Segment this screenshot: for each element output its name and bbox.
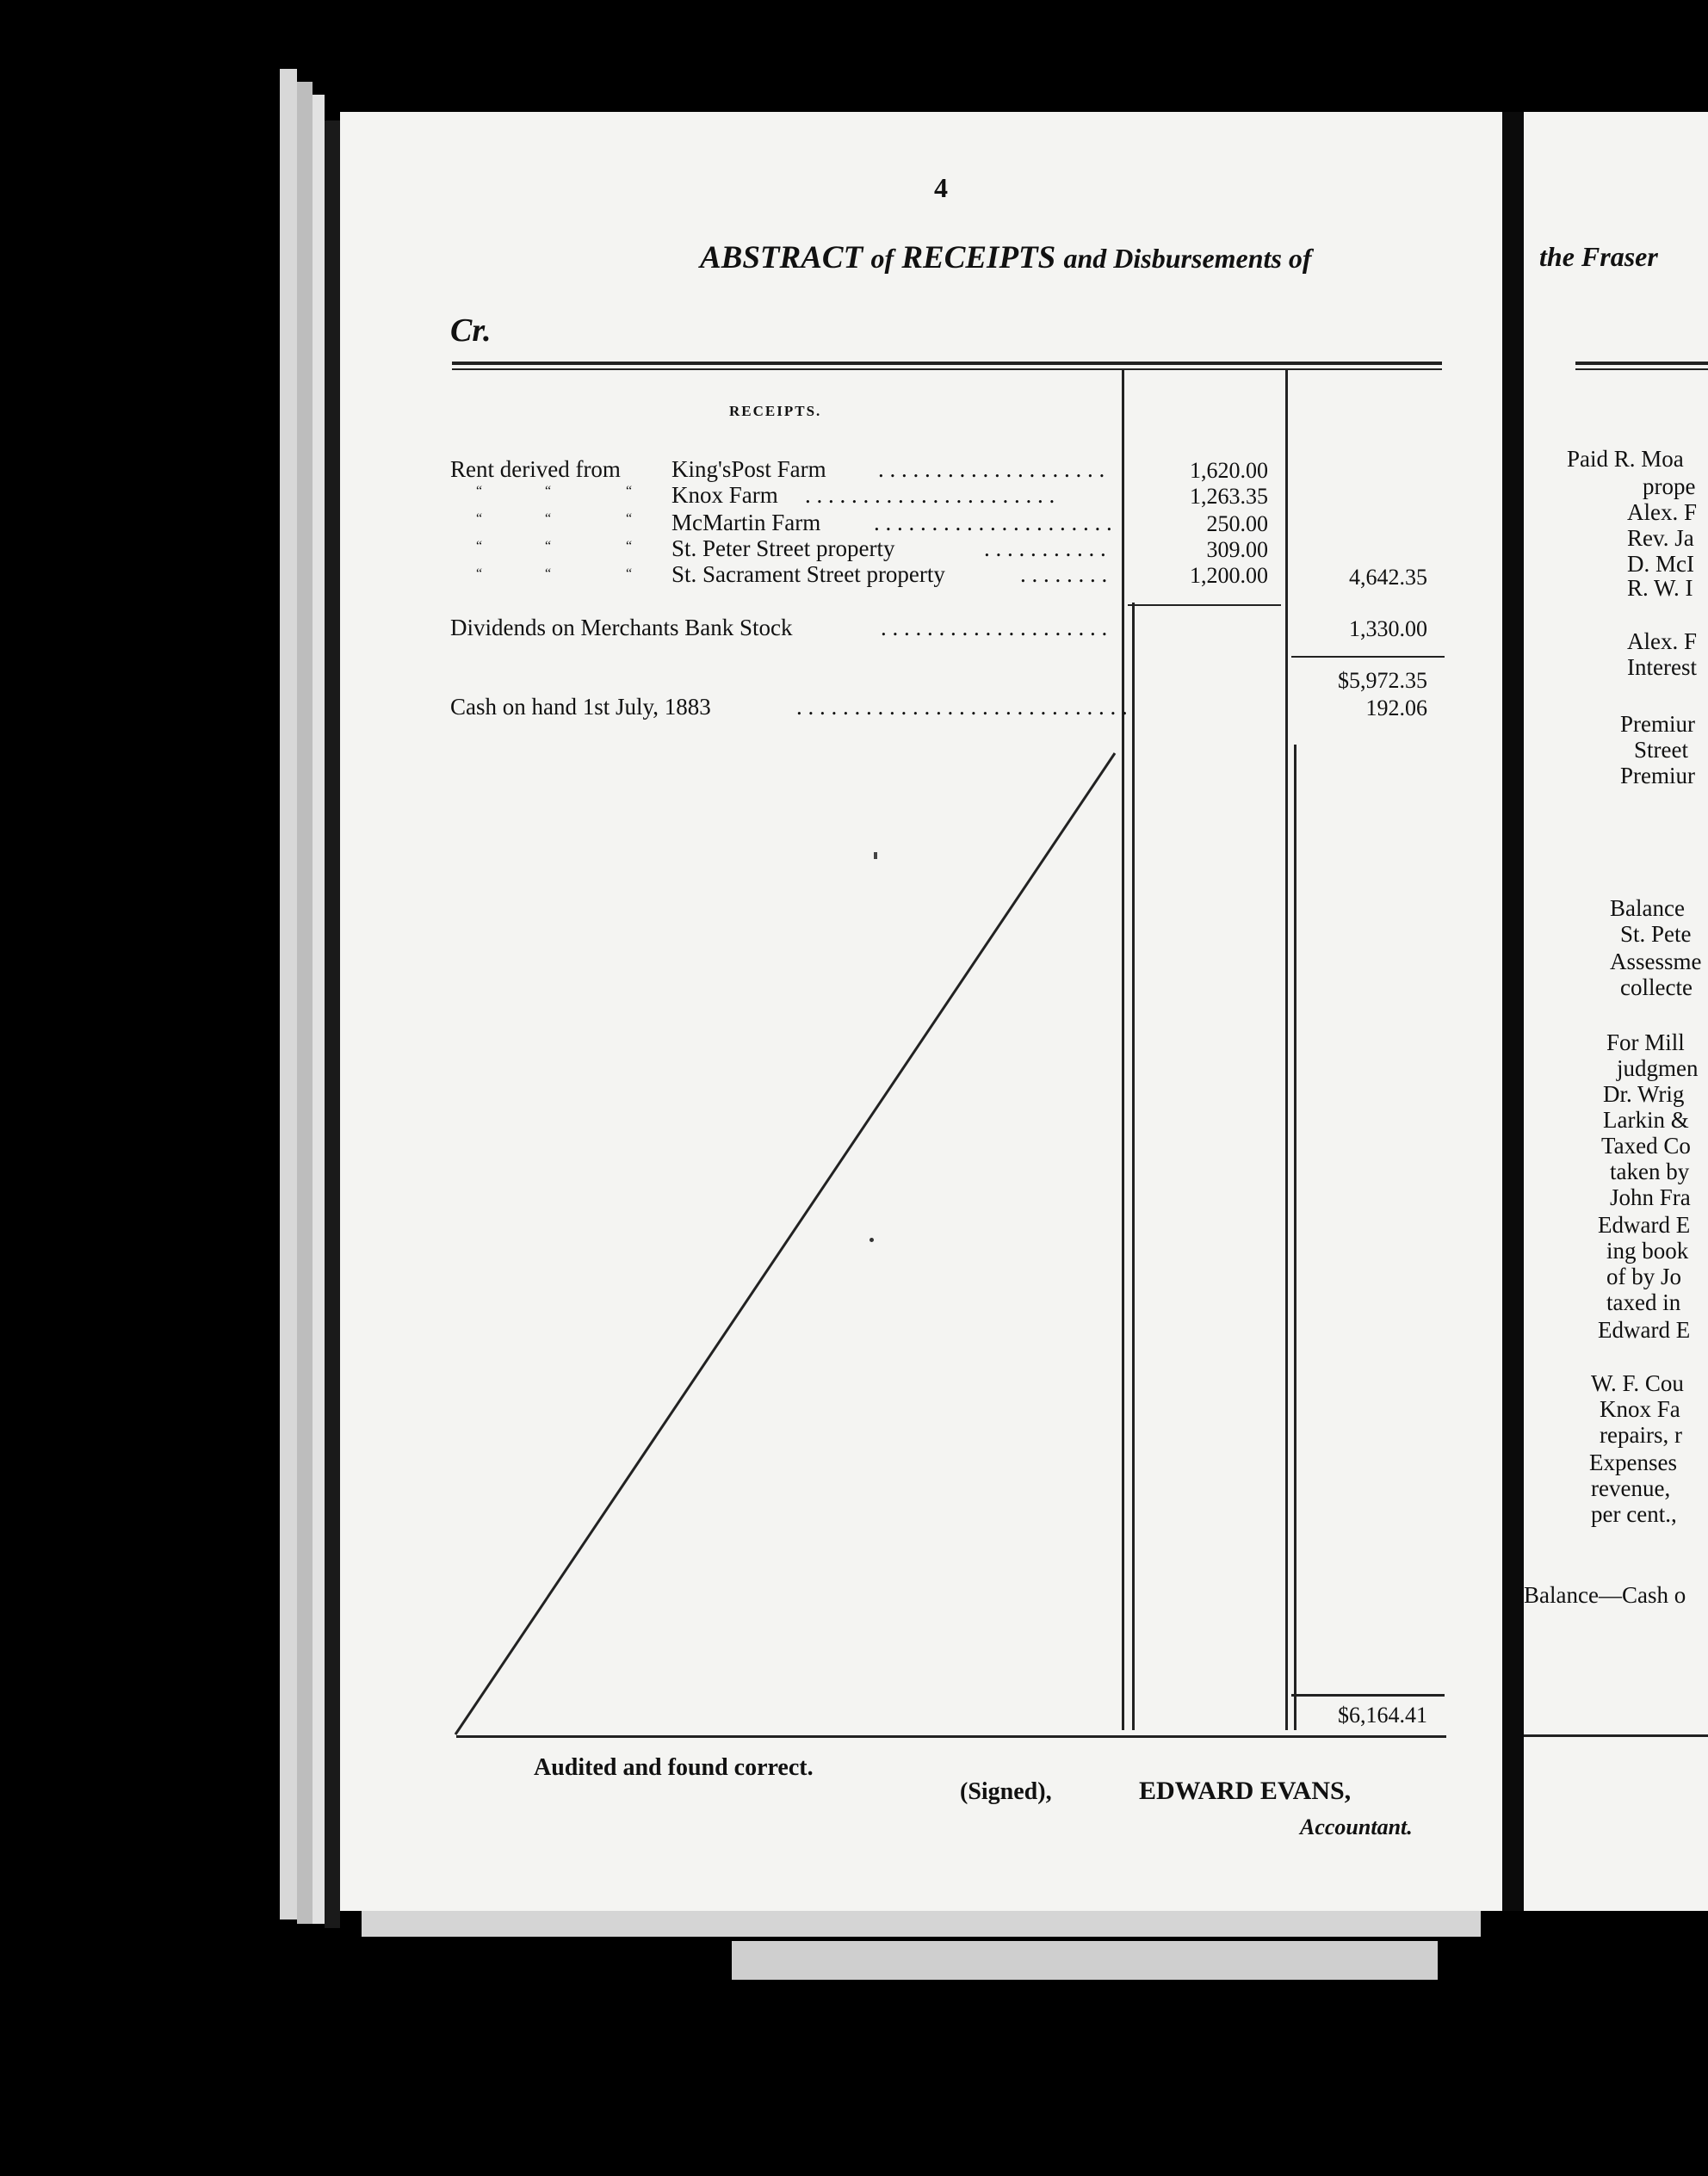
cash-amount: 192.06 bbox=[1365, 695, 1427, 720]
signed-label: (Signed), bbox=[960, 1778, 1052, 1805]
ditto-mark: “ bbox=[476, 566, 483, 581]
section-heading: RECEIPTS. bbox=[729, 403, 822, 419]
subtotal: $5,972.35 bbox=[1338, 668, 1427, 693]
facing-line: John Fra bbox=[1610, 1184, 1691, 1210]
ditto-mark: “ bbox=[476, 484, 483, 498]
facing-line: taken by bbox=[1610, 1159, 1690, 1184]
page-number: 4 bbox=[934, 172, 948, 203]
facing-line: judgmen bbox=[1617, 1055, 1699, 1081]
facing-line: Rev. Ja bbox=[1627, 525, 1694, 551]
leader-dots: . . . . . . . . . . . . . . . . . . . . . . . . . . . . . bbox=[796, 694, 1128, 720]
leader-dots: . . . . . . . . . . . . . . . . . . . . . bbox=[874, 510, 1112, 535]
column-rule bbox=[1285, 370, 1288, 1730]
rent-amount: 1,620.00 bbox=[1190, 458, 1268, 483]
facing-line: Larkin & bbox=[1603, 1107, 1689, 1133]
subtotal-rule bbox=[1291, 656, 1445, 658]
ditto-mark: “ bbox=[545, 539, 552, 553]
facing-line: Edward E bbox=[1598, 1317, 1691, 1343]
facing-line: Alex. F bbox=[1627, 499, 1697, 525]
rent-amount: 309.00 bbox=[1206, 537, 1268, 562]
facing-footer-rule bbox=[1524, 1734, 1708, 1737]
facing-line: taxed in bbox=[1606, 1289, 1681, 1315]
header-rule bbox=[452, 362, 1442, 365]
column-rule bbox=[1122, 370, 1124, 1730]
rent-property: King'sPost Farm bbox=[671, 456, 826, 482]
dividends-amount: 1,330.00 bbox=[1349, 616, 1427, 641]
leader-dots: . . . . . . . . . . . . . . . . . . . . bbox=[881, 615, 1108, 640]
speck bbox=[869, 1238, 874, 1242]
rent-total: 4,642.35 bbox=[1349, 565, 1427, 590]
page-edge bbox=[325, 121, 340, 1928]
dividends-label: Dividends on Merchants Bank Stock bbox=[450, 615, 793, 640]
facing-line: Taxed Co bbox=[1601, 1133, 1691, 1159]
page-edge bbox=[297, 82, 313, 1924]
title-disbursements: and Disbursements of bbox=[1063, 243, 1312, 274]
column-rule bbox=[1294, 745, 1296, 1730]
facing-line: Premiur bbox=[1620, 763, 1695, 788]
total-rule bbox=[1291, 1694, 1445, 1697]
page-gutter bbox=[1502, 112, 1524, 1911]
ditto-mark: “ bbox=[476, 539, 483, 553]
facing-line: R. W. I bbox=[1627, 575, 1693, 601]
leader-dots: . . . . . . . . . . . bbox=[984, 535, 1106, 561]
page-edge bbox=[280, 69, 297, 1919]
title-of: of bbox=[870, 243, 894, 274]
rent-amount: 250.00 bbox=[1206, 511, 1268, 536]
facing-line: collecte bbox=[1620, 974, 1693, 1000]
facing-line: Premiur bbox=[1620, 711, 1695, 737]
signatory-name: EDWARD EVANS, bbox=[1139, 1777, 1352, 1805]
facing-line: For Mill bbox=[1606, 1029, 1685, 1055]
facing-line: Knox Fa bbox=[1600, 1396, 1680, 1422]
page-edge bbox=[732, 1941, 1438, 1980]
facing-line: Expenses bbox=[1589, 1450, 1677, 1475]
title-receipts: RECEIPTS bbox=[901, 240, 1056, 275]
ditto-mark: “ bbox=[476, 511, 483, 526]
facing-line: W. F. Cou bbox=[1591, 1370, 1684, 1396]
facing-line: St. Pete bbox=[1620, 921, 1692, 947]
facing-line: Assessme bbox=[1610, 949, 1702, 974]
facing-line: per cent., bbox=[1591, 1501, 1677, 1527]
facing-line: Dr. Wrig bbox=[1603, 1081, 1685, 1107]
facing-line: ing book bbox=[1606, 1238, 1689, 1264]
credit-label: Cr. bbox=[450, 312, 492, 349]
facing-line: repairs, r bbox=[1600, 1422, 1682, 1448]
ditto-mark: “ bbox=[626, 566, 633, 581]
speck bbox=[874, 852, 877, 859]
ledger-page bbox=[340, 112, 1502, 1911]
facing-line: Interest bbox=[1627, 654, 1697, 680]
facing-line: of by Jo bbox=[1606, 1264, 1681, 1289]
facing-line: Paid R. Moa bbox=[1567, 446, 1684, 472]
ditto-mark: “ bbox=[545, 566, 552, 581]
cancel-diagonal bbox=[452, 749, 1119, 1739]
ditto-mark: “ bbox=[626, 511, 633, 526]
ditto-mark: “ bbox=[626, 484, 633, 498]
subtotal-rule bbox=[1128, 604, 1281, 606]
facing-line: Street bbox=[1634, 737, 1688, 763]
page-edge bbox=[313, 95, 325, 1924]
facing-page-title: the Fraser bbox=[1539, 241, 1658, 272]
facing-header-rule bbox=[1575, 368, 1708, 370]
facing-header-rule bbox=[1575, 362, 1708, 365]
rent-property: Knox Farm bbox=[671, 482, 778, 508]
rent-property: McMartin Farm bbox=[671, 510, 821, 535]
facing-line: revenue, bbox=[1591, 1475, 1671, 1501]
leader-dots: . . . . . . . . bbox=[1020, 561, 1108, 587]
leader-dots: . . . . . . . . . . . . . . . . . . . . bbox=[878, 456, 1105, 482]
facing-line: prope bbox=[1643, 473, 1696, 499]
facing-page bbox=[1524, 112, 1708, 1911]
facing-line: Alex. F bbox=[1627, 628, 1697, 654]
rent-amount: 1,200.00 bbox=[1190, 563, 1268, 588]
grand-total: $6,164.41 bbox=[1338, 1703, 1427, 1728]
ditto-mark: “ bbox=[545, 484, 552, 498]
title-abstract: ABSTRACT bbox=[700, 240, 863, 275]
leader-dots: . . . . . . . . . . . . . . . . . . . . . . bbox=[805, 482, 1055, 508]
facing-line: Balance—Cash o bbox=[1524, 1582, 1686, 1608]
facing-line: D. McI bbox=[1627, 551, 1694, 577]
header-rule bbox=[452, 368, 1442, 370]
page-edge bbox=[362, 1911, 1481, 1937]
ditto-mark: “ bbox=[626, 539, 633, 553]
signatory-title: Accountant. bbox=[1300, 1814, 1413, 1839]
rent-property: St. Peter Street property bbox=[671, 535, 895, 561]
column-rule bbox=[1132, 603, 1135, 1730]
audit-note: Audited and found correct. bbox=[534, 1754, 814, 1781]
cash-label: Cash on hand 1st July, 1883 bbox=[450, 694, 711, 720]
footer-rule bbox=[456, 1735, 1446, 1738]
ditto-mark: “ bbox=[545, 511, 552, 526]
rent-property: St. Sacrament Street property bbox=[671, 561, 945, 587]
page-title bbox=[700, 239, 1312, 276]
rent-amount: 1,263.35 bbox=[1190, 484, 1268, 509]
facing-line: Edward E bbox=[1598, 1212, 1691, 1238]
facing-line: Balance bbox=[1610, 895, 1685, 921]
rent-prefix: Rent derived from bbox=[450, 456, 621, 482]
